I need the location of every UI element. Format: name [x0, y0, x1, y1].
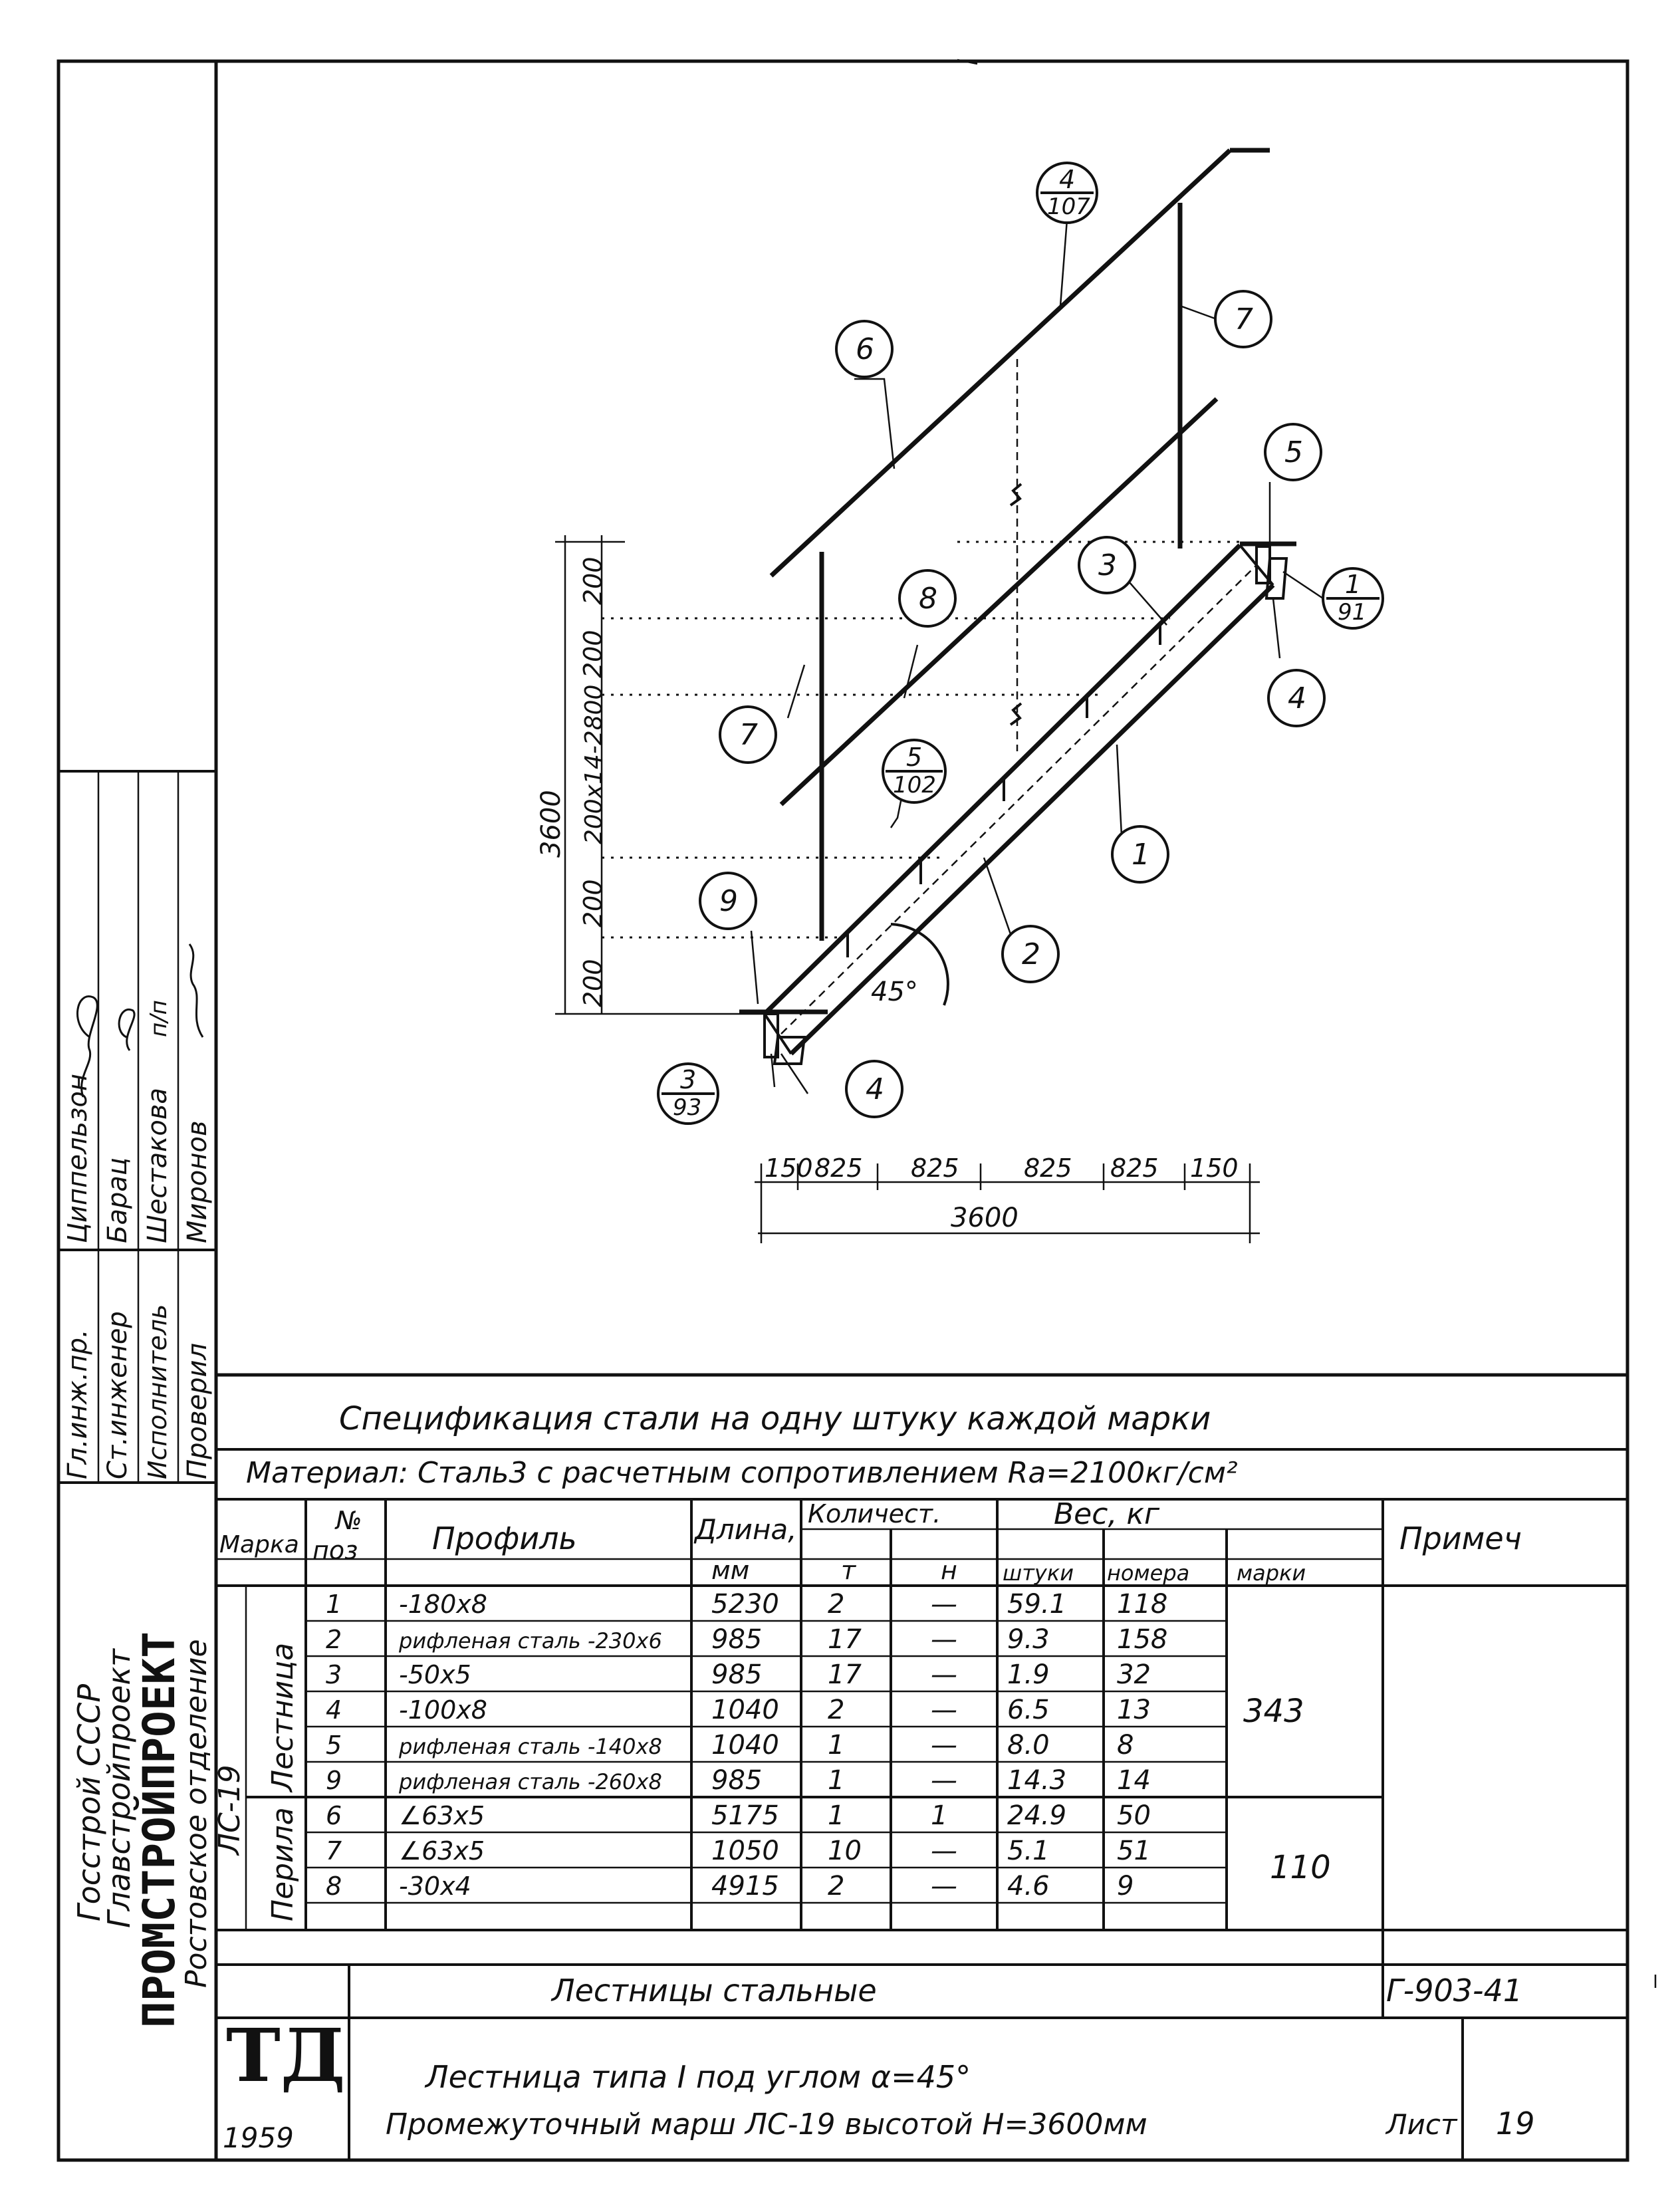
stringer-bottom [791, 585, 1273, 1054]
table-row [326, 1695, 1151, 1725]
svg-text:5: 5 [1284, 435, 1303, 469]
org-rostov: Ростовское отделение [180, 1639, 213, 1988]
dim-h-825-3: 825 [1024, 1154, 1072, 1183]
role-2: Ст.инженер [102, 1311, 133, 1479]
th-length-unit: мм [711, 1556, 750, 1585]
cell-length: 1040 [711, 1730, 779, 1761]
table-row [326, 1765, 1151, 1796]
svg-text:3: 3 [680, 1065, 697, 1094]
th-weight: Вес, кг [1054, 1497, 1160, 1531]
cell-t: 1 [828, 1730, 845, 1761]
th-length: Длина, [695, 1513, 797, 1546]
th-marka: Марка [219, 1531, 299, 1558]
th-w-piece: штуки [1003, 1560, 1074, 1586]
cell-length: 5175 [711, 1800, 779, 1831]
callouts [658, 163, 1383, 1124]
th-qty-n: н [941, 1556, 957, 1585]
cell-pos: 4 [326, 1695, 342, 1725]
cell-t: 10 [828, 1836, 862, 1866]
dim-h-825-4: 825 [1110, 1154, 1159, 1183]
signature-2 [119, 1009, 134, 1050]
role-1: Гл.инж.пр. [62, 1329, 93, 1479]
table-row [326, 1624, 1167, 1655]
name-1: Циппельзон [62, 1074, 93, 1243]
dim-h-825-1: 825 [814, 1154, 863, 1183]
th-profile: Профиль [432, 1521, 577, 1556]
cell-profile: рифленая сталь -260x8 [399, 1769, 662, 1794]
cell-profile: -50x5 [399, 1660, 471, 1689]
cell-length: 1040 [711, 1695, 779, 1725]
cell-n: 1 [931, 1800, 948, 1831]
table-rows [326, 1589, 1167, 1901]
sheet-label: Лист [1386, 2108, 1457, 2141]
svg-text:107: 107 [1047, 193, 1090, 220]
cell-pos: 2 [326, 1625, 342, 1654]
cell-w-piece: 5.1 [1007, 1836, 1050, 1866]
cell-profile: -100x8 [399, 1695, 487, 1725]
cell-length: 985 [711, 1624, 763, 1655]
series-title: Лестницы стальные [552, 1973, 877, 2008]
cell-profile: -30x4 [399, 1872, 471, 1901]
cell-length: 1050 [711, 1836, 779, 1866]
stringer-top [765, 545, 1240, 1014]
cell-w-number: 50 [1117, 1800, 1151, 1831]
dimensions [536, 535, 1260, 1243]
svg-text:4: 4 [1288, 681, 1306, 715]
cell-n: — [931, 1765, 957, 1796]
cell-w-piece: 1.9 [1007, 1659, 1050, 1690]
cell-pos: 7 [326, 1836, 342, 1866]
signature-4 [189, 944, 203, 1037]
mark-ls19: ЛС-19 [213, 1764, 247, 1855]
th-note: Примеч [1399, 1521, 1522, 1556]
dim-v-200-2: 200 [578, 879, 608, 927]
dim-h-825-2: 825 [911, 1154, 959, 1183]
org-glavstroy: Главстройпроект [101, 1649, 137, 1928]
cell-w-number: 9 [1117, 1871, 1134, 1901]
cell-profile: рифленая сталь -140x8 [399, 1734, 662, 1759]
dim-h-150-left: 150 [765, 1154, 813, 1183]
angle-label: 45° [871, 977, 918, 1007]
name-3: Шестакова [142, 1088, 173, 1243]
table-row [326, 1871, 1134, 1901]
svg-text:91: 91 [1338, 599, 1367, 626]
svg-text:93: 93 [673, 1094, 702, 1121]
sheet-number: 19 [1496, 2106, 1535, 2141]
th-no: № [336, 1506, 362, 1535]
table-row [326, 1836, 1151, 1866]
group-rail: Перила [266, 1807, 300, 1921]
cell-pos: 5 [326, 1731, 342, 1760]
cell-w-number: 8 [1117, 1730, 1134, 1761]
th-qty: Количест. [808, 1499, 941, 1528]
group-stair: Лестница [266, 1642, 300, 1792]
cell-w-piece: 14.3 [1007, 1765, 1067, 1796]
org-promstroyproekt: ПРОМСТРОЙПРОЕКТ [134, 1631, 185, 2028]
cell-profile: -180x8 [399, 1590, 487, 1619]
title-block [216, 1965, 1627, 2160]
dim-v-200-3: 200 [578, 630, 608, 678]
side-org-block [71, 1632, 213, 2028]
name-2: Барац [102, 1157, 133, 1243]
cell-w-number: 13 [1117, 1695, 1151, 1725]
side-personnel-block [59, 771, 216, 1483]
svg-text:3: 3 [1098, 548, 1117, 582]
th-w-number: номера [1107, 1560, 1190, 1586]
cell-w-number: 32 [1117, 1659, 1151, 1690]
cell-w-number: 158 [1117, 1624, 1168, 1655]
dim-vertical-total: 3600 [536, 790, 566, 858]
cell-t: 2 [828, 1589, 845, 1620]
table-row [326, 1800, 1151, 1831]
role-4: Проверил [182, 1342, 213, 1479]
dim-v-2800: 200x14-2800 [580, 684, 608, 844]
year: 1959 [223, 2122, 294, 2154]
svg-text:1: 1 [1132, 838, 1150, 872]
svg-text:7: 7 [739, 718, 758, 752]
th-poz: поз [312, 1536, 358, 1565]
cell-t: 1 [828, 1765, 845, 1796]
cell-n: — [931, 1871, 957, 1901]
dim-h-150-right: 150 [1190, 1154, 1239, 1183]
cell-n: — [931, 1624, 957, 1655]
cell-length: 5230 [711, 1589, 779, 1620]
doc-code: Г-903-41 [1386, 1973, 1523, 2008]
spec-material: Материал: Сталь3 с расчетным сопротивлением Rа=2100кг/см² [246, 1456, 1238, 1490]
table-row [326, 1659, 1151, 1690]
cell-pos: 3 [326, 1660, 342, 1689]
cell-profile: ∠63x5 [399, 1801, 485, 1830]
org-gosstroy: Госстрой СССР [71, 1683, 107, 1921]
cell-t: 17 [828, 1659, 862, 1690]
cell-profile: рифленая сталь -230x6 [399, 1628, 662, 1653]
cell-t: 17 [828, 1624, 862, 1655]
desc-line-1: Лестница типа I под углом α=45° [425, 2059, 971, 2095]
cell-w-number: 118 [1117, 1589, 1168, 1620]
cell-t: 2 [828, 1695, 845, 1725]
signature-3: п/п [146, 1000, 172, 1037]
name-4: Миронов [182, 1120, 213, 1243]
table-row [326, 1730, 1134, 1761]
svg-text:6: 6 [856, 332, 874, 366]
dim-v-200-1: 200 [578, 959, 608, 1007]
svg-text:5: 5 [906, 743, 923, 772]
cell-pos: 6 [326, 1801, 342, 1830]
cell-t: 2 [828, 1871, 845, 1901]
cell-n: — [931, 1836, 957, 1866]
dim-h-total: 3600 [951, 1203, 1019, 1233]
svg-text:1: 1 [1345, 570, 1362, 599]
spec-table [213, 1400, 1627, 2018]
handrail-mid [781, 399, 1217, 804]
cell-t: 1 [828, 1800, 845, 1831]
cell-w-piece: 4.6 [1007, 1871, 1050, 1901]
cell-w-number: 51 [1117, 1836, 1151, 1866]
cell-pos: 9 [326, 1766, 342, 1795]
cell-w-piece: 9.3 [1007, 1624, 1050, 1655]
cell-w-number: 14 [1117, 1765, 1151, 1796]
svg-text:4: 4 [1059, 165, 1076, 194]
svg-text:2: 2 [1022, 937, 1040, 971]
desc-line-2: Промежуточный марш ЛС-19 высотой H=3600мм [386, 2108, 1147, 2141]
logo-td: ТД [226, 2012, 346, 2098]
cell-pos: 8 [326, 1872, 342, 1901]
cell-profile: ∠63x5 [399, 1836, 485, 1866]
svg-text:9: 9 [719, 884, 738, 918]
cell-w-piece: 24.9 [1007, 1800, 1067, 1831]
role-3: Исполнитель [143, 1304, 172, 1479]
svg-text:7: 7 [1235, 303, 1253, 336]
cell-w-piece: 8.0 [1007, 1730, 1050, 1761]
dim-v-200-4: 200 [578, 556, 608, 605]
table-row [326, 1589, 1167, 1620]
weight-mark-rail: 110 [1270, 1849, 1331, 1886]
cell-length: 985 [711, 1659, 763, 1690]
weight-mark-stair: 343 [1243, 1693, 1304, 1730]
cell-n: — [931, 1730, 957, 1761]
cell-w-piece: 59.1 [1007, 1589, 1067, 1620]
cell-n: — [931, 1589, 957, 1620]
cell-length: 4915 [711, 1871, 779, 1901]
cell-n: — [931, 1659, 957, 1690]
th-w-mark: марки [1237, 1560, 1306, 1586]
cell-w-piece: 6.5 [1007, 1695, 1050, 1725]
cell-n: — [931, 1695, 957, 1725]
svg-text:4: 4 [866, 1072, 884, 1106]
spec-title: Спецификация стали на одну штуку каждой марки [339, 1400, 1211, 1437]
th-qty-t: т [841, 1556, 856, 1585]
cell-pos: 1 [326, 1590, 342, 1619]
cell-length: 985 [711, 1765, 763, 1796]
svg-text:102: 102 [893, 772, 936, 798]
svg-text:8: 8 [919, 582, 937, 616]
